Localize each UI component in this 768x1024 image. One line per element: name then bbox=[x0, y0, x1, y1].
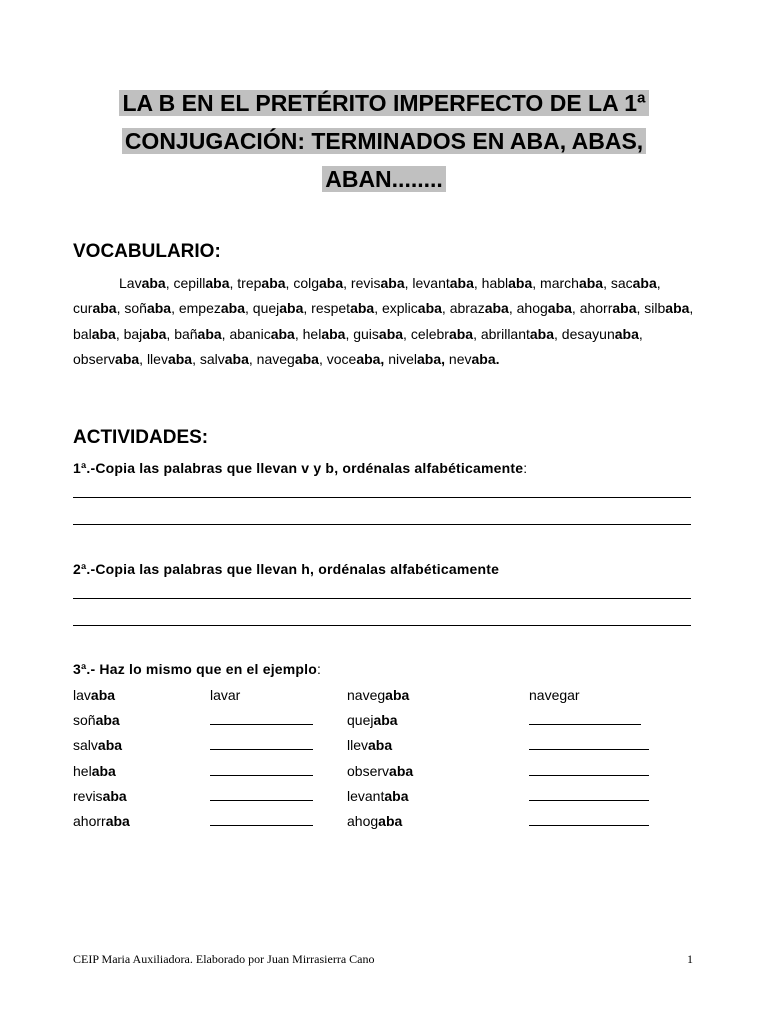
word-stem: soñ bbox=[124, 300, 147, 317]
vocabulary-word: hablaba, bbox=[481, 275, 537, 291]
word-suffix: aba bbox=[220, 300, 245, 317]
title-line-3: ABAN........ bbox=[322, 166, 446, 192]
word-suffix: aba bbox=[270, 325, 295, 342]
word-stem: explic bbox=[381, 300, 418, 317]
answer-blank[interactable] bbox=[210, 709, 313, 731]
word-stem: levant bbox=[412, 275, 450, 291]
word-stem: baj bbox=[123, 325, 143, 342]
word-stem: silb bbox=[644, 300, 666, 317]
word-suffix: aba bbox=[448, 325, 474, 342]
word-stem: bal bbox=[73, 325, 92, 342]
word-stem: desayun bbox=[561, 325, 615, 342]
word-suffix: aba bbox=[417, 300, 442, 317]
word-suffix: aba bbox=[95, 712, 120, 729]
word-suffix: aba bbox=[90, 687, 116, 703]
answer-blank[interactable] bbox=[529, 810, 649, 832]
vocabulary-word: colgaba, bbox=[293, 275, 348, 291]
vocabulary-word: llevaba, bbox=[146, 350, 196, 367]
example-row bbox=[0, 760, 768, 782]
example-verb bbox=[347, 734, 392, 756]
word-suffix: aba bbox=[529, 325, 555, 342]
activity-2-instruction: 2ª.-Copia las palabras que llevan h, ordénalas alfabéticamente bbox=[73, 561, 500, 577]
word-suffix: aba. bbox=[471, 350, 500, 367]
vocabulary-word: explicaba, bbox=[381, 300, 446, 317]
word-stem: cur bbox=[73, 300, 93, 317]
word-suffix: aba bbox=[141, 275, 166, 291]
answer-line[interactable] bbox=[73, 524, 691, 525]
answer-line[interactable] bbox=[73, 625, 691, 626]
word-stem: ahog bbox=[347, 813, 379, 829]
vocabulary-word: Lavaba, bbox=[119, 275, 170, 291]
vocabulary-word: empezaba, bbox=[178, 300, 249, 317]
word-suffix: aba bbox=[92, 300, 117, 317]
vocabulary-word: desayunaba, bbox=[561, 325, 643, 342]
word-suffix: aba bbox=[373, 712, 398, 729]
footer-credit: CEIP Maria Auxiliadora. Elaborado por Juan Mirrasierra Cano bbox=[73, 952, 375, 966]
example-verb bbox=[73, 785, 127, 807]
word-stem: Lav bbox=[119, 275, 142, 291]
word-suffix: aba bbox=[321, 325, 346, 342]
vocabulary-word: cepillaba, bbox=[173, 275, 234, 291]
word-stem: revis bbox=[350, 275, 381, 291]
word-suffix: aba bbox=[484, 300, 509, 317]
word-stem: sac bbox=[610, 275, 633, 291]
word-stem: quej bbox=[347, 712, 374, 729]
word-stem: colg bbox=[293, 275, 320, 291]
word-suffix: aba bbox=[115, 350, 140, 367]
word-stem: celebr bbox=[410, 325, 449, 342]
vocabulary-word: quejaba, bbox=[252, 300, 308, 317]
vocabulary-word: respetaba, bbox=[311, 300, 379, 317]
example-row bbox=[0, 734, 768, 756]
page-footer bbox=[73, 951, 695, 967]
word-suffix: aba bbox=[384, 787, 409, 804]
word-stem: revis bbox=[73, 787, 103, 804]
vocabulary-word: abrillantaba, bbox=[480, 325, 558, 342]
word-suffix: aba bbox=[105, 813, 130, 829]
answer-blank[interactable] bbox=[529, 734, 649, 756]
title-line-1: LA B EN EL PRETÉRITO IMPERFECTO DE LA 1ª bbox=[119, 90, 648, 116]
answer-blank[interactable] bbox=[529, 709, 641, 731]
word-suffix: aba bbox=[91, 762, 116, 779]
example-answer: navegar bbox=[529, 687, 580, 703]
answer-line[interactable] bbox=[73, 598, 691, 599]
word-suffix: aba bbox=[547, 300, 572, 317]
word-stem: observ bbox=[73, 350, 116, 367]
word-stem: hel bbox=[302, 325, 322, 342]
word-suffix: aba bbox=[578, 275, 604, 291]
vocabulary-word: bañaba, bbox=[174, 325, 226, 342]
vocabulary-word: sacaba, bbox=[610, 275, 661, 291]
word-suffix: aba bbox=[167, 350, 193, 367]
word-stem: respet bbox=[311, 300, 351, 317]
word-suffix: aba bbox=[319, 275, 344, 291]
worksheet-title bbox=[60, 84, 708, 198]
word-suffix: aba bbox=[91, 325, 116, 342]
word-suffix: aba bbox=[224, 350, 249, 367]
answer-blank[interactable] bbox=[210, 734, 313, 756]
vocabulary-word: soñaba, bbox=[124, 300, 175, 317]
word-stem: guis bbox=[353, 325, 379, 342]
activity-1-colon: : bbox=[523, 460, 528, 476]
vocabulary-word: celebraba, bbox=[410, 325, 477, 342]
word-suffix: aba bbox=[279, 300, 304, 317]
word-suffix: aba bbox=[508, 275, 533, 291]
word-suffix: aba bbox=[368, 737, 393, 754]
vocabulary-word: observaba, bbox=[73, 350, 144, 367]
example-row bbox=[0, 709, 768, 731]
word-suffix: aba bbox=[350, 300, 375, 317]
example-verb bbox=[73, 810, 130, 832]
word-suffix: aba bbox=[197, 325, 222, 342]
word-suffix: aba bbox=[294, 350, 319, 367]
example-verb bbox=[347, 810, 402, 832]
word-suffix: aba bbox=[205, 275, 230, 291]
word-stem: habl bbox=[481, 275, 509, 291]
word-suffix: aba bbox=[146, 300, 172, 317]
vocabulary-word: bajaba, bbox=[123, 325, 171, 342]
example-verb bbox=[347, 684, 409, 706]
example-verb bbox=[73, 760, 116, 782]
vocabulary-word: revisaba, bbox=[350, 275, 409, 291]
word-suffix: aba bbox=[449, 275, 474, 291]
word-stem: llev bbox=[347, 737, 369, 754]
word-stem: abanic bbox=[229, 325, 271, 342]
word-suffix: aba bbox=[612, 300, 637, 317]
vocabulary-word: ahogaba, bbox=[516, 300, 576, 317]
word-stem: salv bbox=[199, 350, 225, 367]
word-stem: bañ bbox=[174, 325, 198, 342]
word-suffix: aba bbox=[378, 325, 404, 342]
vocabulary-word: helaba, bbox=[302, 325, 350, 342]
answer-blank[interactable] bbox=[210, 810, 313, 832]
title-line-2: CONJUGACIÓN: TERMINADOS EN ABA, ABAS, bbox=[122, 128, 646, 154]
word-suffix: aba bbox=[142, 325, 167, 342]
word-stem: ahorr bbox=[579, 300, 613, 317]
word-suffix: aba, bbox=[356, 350, 385, 367]
vocabulary-word: balaba, bbox=[73, 325, 120, 342]
word-suffix: aba bbox=[632, 275, 657, 291]
word-suffix: aba bbox=[261, 275, 286, 291]
word-stem: trep bbox=[237, 275, 262, 291]
word-stem: abrillant bbox=[480, 325, 530, 342]
page-number: 1 bbox=[687, 952, 693, 966]
activity-3-instruction bbox=[73, 660, 695, 678]
word-stem: nivel bbox=[388, 350, 418, 367]
word-suffix: aba bbox=[97, 737, 123, 754]
word-stem: naveg bbox=[256, 350, 295, 367]
vocabulary-word: marchaba, bbox=[540, 275, 607, 291]
example-verb bbox=[73, 684, 115, 706]
activity-3-colon: : bbox=[317, 661, 322, 677]
word-suffix: aba bbox=[102, 787, 127, 804]
answer-blank[interactable] bbox=[529, 785, 649, 807]
vocabulary-word bbox=[327, 351, 385, 367]
word-stem: lav bbox=[73, 687, 91, 703]
word-stem: ahorr bbox=[73, 813, 106, 829]
example-row bbox=[0, 684, 768, 706]
word-stem: quej bbox=[252, 300, 280, 317]
vocabulary-heading: VOCABULARIO: bbox=[73, 241, 221, 262]
word-stem: soñ bbox=[73, 712, 96, 729]
vocabulary-word: ahorraba, bbox=[579, 300, 641, 317]
word-suffix: aba bbox=[380, 275, 405, 291]
word-stem: salv bbox=[73, 737, 98, 754]
activity-1-instruction bbox=[73, 459, 695, 477]
word-stem: voce bbox=[326, 350, 357, 367]
vocabulary-word: abrazaba, bbox=[449, 300, 513, 317]
word-stem: ahog bbox=[516, 300, 548, 317]
activity-1-text: 1ª.-Copia las palabras que llevan v y b, ordénalas alfabéticamente bbox=[73, 460, 524, 476]
vocabulary-word bbox=[449, 351, 500, 367]
example-verb bbox=[347, 709, 398, 731]
word-stem: observ bbox=[347, 762, 390, 779]
vocabulary-word: trepaba, bbox=[237, 275, 290, 291]
vocabulary-word: abanicaba, bbox=[229, 325, 299, 342]
word-suffix: aba, bbox=[417, 350, 446, 367]
vocabulary-word: salvaba, bbox=[199, 350, 253, 367]
example-answer: lavar bbox=[210, 687, 241, 703]
answer-blank[interactable] bbox=[210, 785, 313, 807]
word-suffix: aba bbox=[385, 687, 410, 703]
vocabulary-word: curaba, bbox=[73, 300, 121, 317]
vocabulary-word: levantaba, bbox=[412, 275, 478, 291]
vocabulary-list bbox=[73, 271, 695, 372]
activities-heading: ACTIVIDADES: bbox=[73, 427, 209, 448]
vocabulary-word: guisaba, bbox=[353, 325, 407, 342]
word-stem: nev bbox=[448, 350, 472, 367]
vocabulary-word bbox=[388, 351, 445, 367]
word-stem: abraz bbox=[449, 300, 485, 317]
example-row bbox=[0, 785, 768, 807]
word-suffix: aba bbox=[378, 813, 403, 829]
word-stem: march bbox=[540, 275, 579, 291]
answer-line[interactable] bbox=[73, 497, 691, 498]
word-suffix: aba bbox=[389, 762, 414, 779]
activity-3-text: 3ª.- Haz lo mismo que en el ejemplo bbox=[73, 661, 318, 677]
vocabulary-word: navegaba, bbox=[256, 350, 323, 367]
word-stem: empez bbox=[178, 300, 221, 317]
example-row bbox=[0, 810, 768, 832]
word-stem: levant bbox=[347, 787, 385, 804]
word-suffix: aba bbox=[614, 325, 639, 342]
example-verb bbox=[73, 734, 122, 756]
word-suffix: aba bbox=[665, 300, 690, 317]
vocabulary-word: silbaba, bbox=[644, 300, 694, 317]
word-stem: cepill bbox=[173, 275, 206, 291]
word-stem: naveg bbox=[347, 687, 386, 703]
example-verb bbox=[347, 760, 413, 782]
answer-blank[interactable] bbox=[529, 760, 649, 782]
word-stem: hel bbox=[73, 762, 92, 779]
answer-blank[interactable] bbox=[210, 760, 313, 782]
word-stem: llev bbox=[146, 350, 168, 367]
example-verb bbox=[73, 709, 120, 731]
example-verb bbox=[347, 785, 408, 807]
